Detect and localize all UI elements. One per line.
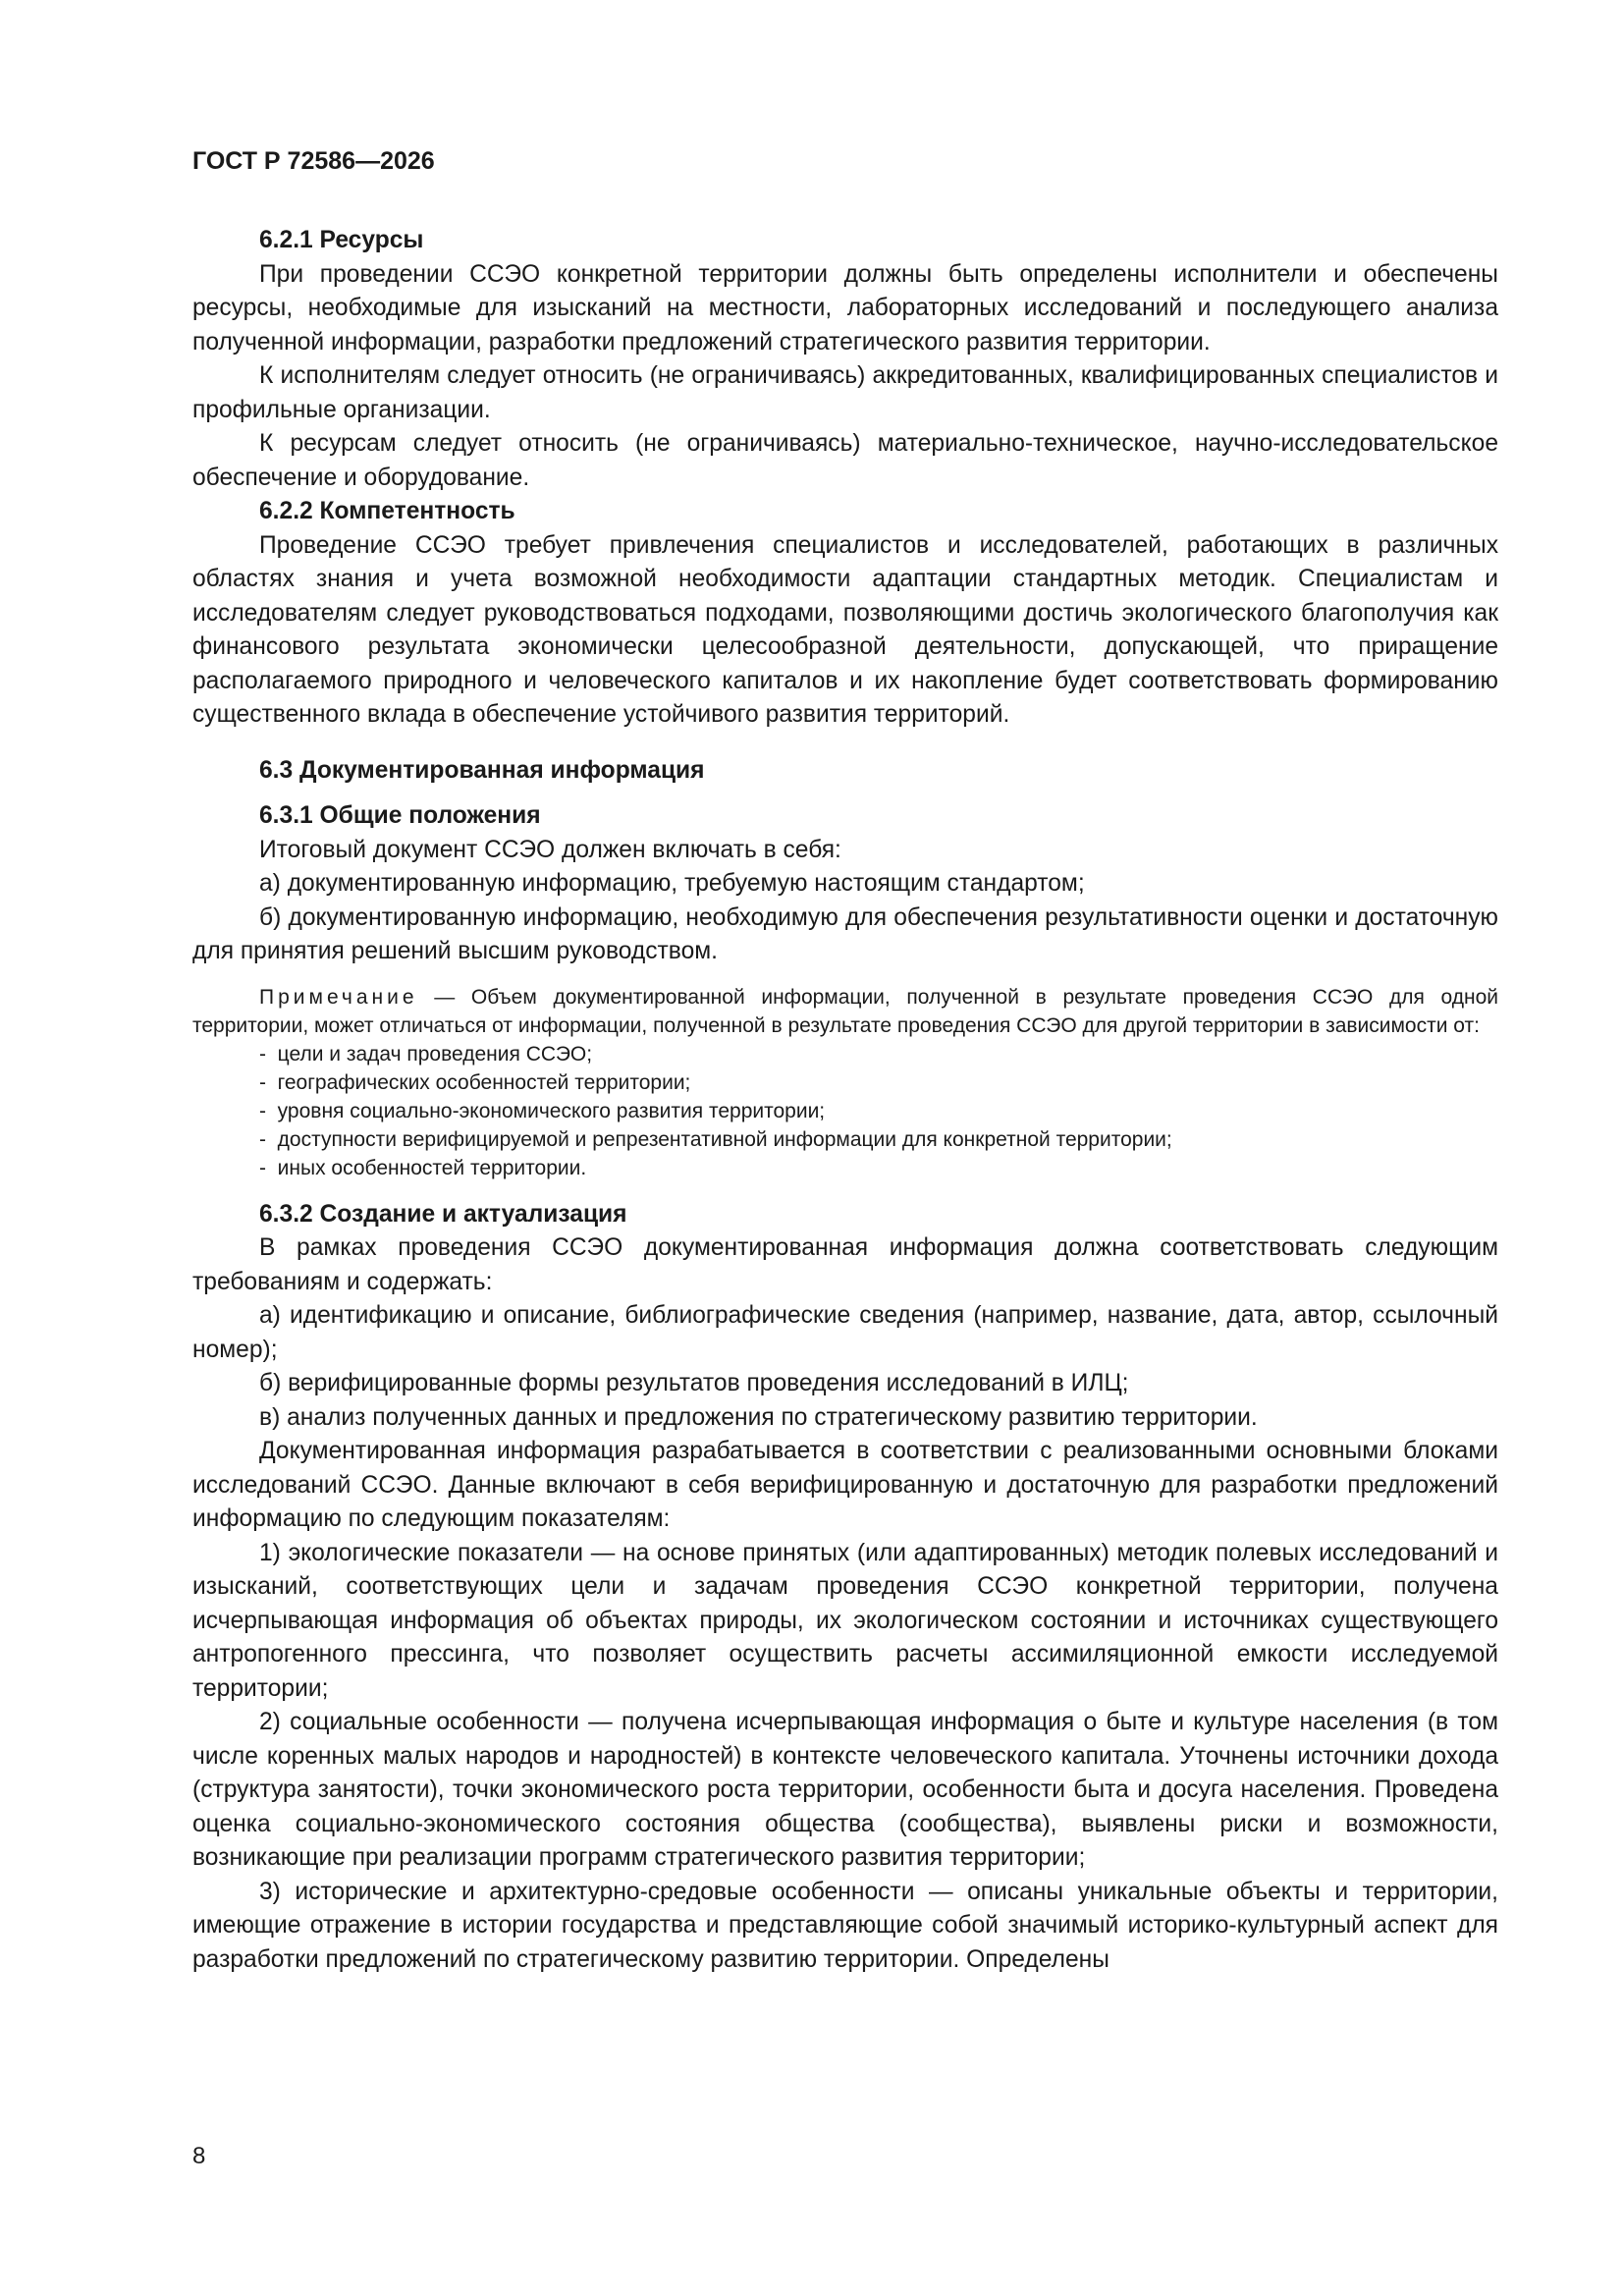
section-6-2-2-title: 6.2.2 Компетентность xyxy=(259,498,515,524)
note-list-item: - уровня социально-экономического развития территории; xyxy=(259,1097,1498,1125)
list-item: б) документированную информацию, необходимую для обеспечения результативности оценки и достаточную для принятия решений высшим руководством. xyxy=(192,903,1498,964)
note-list-item: - доступности верифицируемой и репрезентативной информации для конкретной территории; xyxy=(259,1125,1498,1154)
note-text xyxy=(192,983,1498,1040)
note-body: — Объем документированной информации, полученной в результате проведения ССЭО для одной территории, может отличаться от информации, полученной в результате проведения ССЭО для другой территории в зависимости от: xyxy=(192,985,1498,1037)
paragraph: При проведении ССЭО конкретной территории должны быть определены исполнители и обеспечены ресурсы, необходимые для изысканий на местности, лабораторных исследований и последующего анализа полученной информации, разработки предложений стратегического развития территории. xyxy=(192,260,1498,355)
note-list-item: - географических особенностей территории; xyxy=(259,1068,1498,1097)
note-list-item: - цели и задач проведения ССЭО; xyxy=(259,1040,1498,1068)
list-item: 2) социальные особенности — получена исчерпывающая информация о быте и культуре населения (в том числе коренных малых народов и народностей) в контексте человеческого капитала. Уточнены источники дохода (структура занятости), точки экономического роста территории, особенности быта и досуга населения. Проведена оценка социально-экономического состояния общества (сообщества), выявлены риски и возможности, возникающие при реализации программ стратегического развития территории; xyxy=(192,1709,1498,1871)
note-list xyxy=(259,1040,1498,1182)
list-item: а) документированную информацию, требуемую настоящим стандартом; xyxy=(259,870,1085,897)
note-label: Примечание xyxy=(259,985,418,1009)
list-item: б) верифицированные формы результатов проведения исследований в ИЛЦ; xyxy=(259,1370,1129,1396)
list-item: в) анализ полученных данных и предложения по стратегическому развитию территории. xyxy=(259,1403,1258,1431)
paragraph: К исполнителям следует относить (не ограничиваясь) аккредитованных, квалифицированных специалистов и профильные организации. xyxy=(192,362,1498,423)
section-6-3-2-title: 6.3.2 Создание и актуализация xyxy=(259,1200,627,1228)
paragraph: Документированная информация разрабатывается в соответствии с реализованными основными блоками исследований ССЭО. Данные включают в себя верифицированную и достаточную для разработки предложений информацию по следующим показателям: xyxy=(192,1438,1498,1532)
note-block xyxy=(192,983,1498,1182)
section-6-2-1-title: 6.2.1 Ресурсы xyxy=(259,227,424,253)
section-6-3-title: 6.3 Документированная информация xyxy=(259,756,705,784)
section-6-3-1-title: 6.3.1 Общие положения xyxy=(259,802,541,829)
page-number: 8 xyxy=(192,2143,206,2169)
paragraph: К ресурсам следует относить (не ограничиваясь) материально-техническое, научно-исследовательское обеспечение и оборудование. xyxy=(192,430,1498,491)
paragraph: Проведение ССЭО требует привлечения специалистов и исследователей, работающих в различных областях знания и учета возможной необходимости адаптации стандартных методик. Специалистам и исследователям следует руководствоваться подходами, позволяющими достичь экологического благополучия как финансового результата экономически целесообразной деятельности, допускающей, что приращение располагаемого природного и человеческого капиталов и их накопление будет соответствовать формированию существенного вклада в обеспечение устойчивого развития территорий. xyxy=(192,531,1498,728)
paragraph: В рамках проведения ССЭО документированная информация должна соответствовать следующим требованиям и содержать: xyxy=(192,1234,1498,1295)
list-item: 1) экологические показатели — на основе принятых (или адаптированных) методик полевых исследований и изысканий, соответствующих цели и задачам проведения ССЭО конкретной территории, получена исчерпывающая информация об объектах природы, их экологическом состоянии и источниках существующего антропогенного прессинга, что позволяет осуществить расчеты ассимиляционной емкости исследуемой территории; xyxy=(192,1539,1498,1702)
document-body xyxy=(192,224,1498,1977)
note-list-item: - иных особенностей территории. xyxy=(259,1154,1498,1182)
document-code: ГОСТ Р 72586—2026 xyxy=(192,147,435,175)
list-item: 3) исторические и архитектурно-средовые особенности — описаны уникальные объекты и территории, имеющие отражение в истории государства и представляющие собой значимый историко-культурный аспект для разработки предложений по стратегическому развитию территории. Определены xyxy=(192,1878,1498,1973)
paragraph: Итоговый документ ССЭО должен включать в себя: xyxy=(259,836,841,863)
list-item: а) идентификацию и описание, библиографические сведения (например, название, дата, автор, ссылочный номер); xyxy=(192,1302,1498,1363)
